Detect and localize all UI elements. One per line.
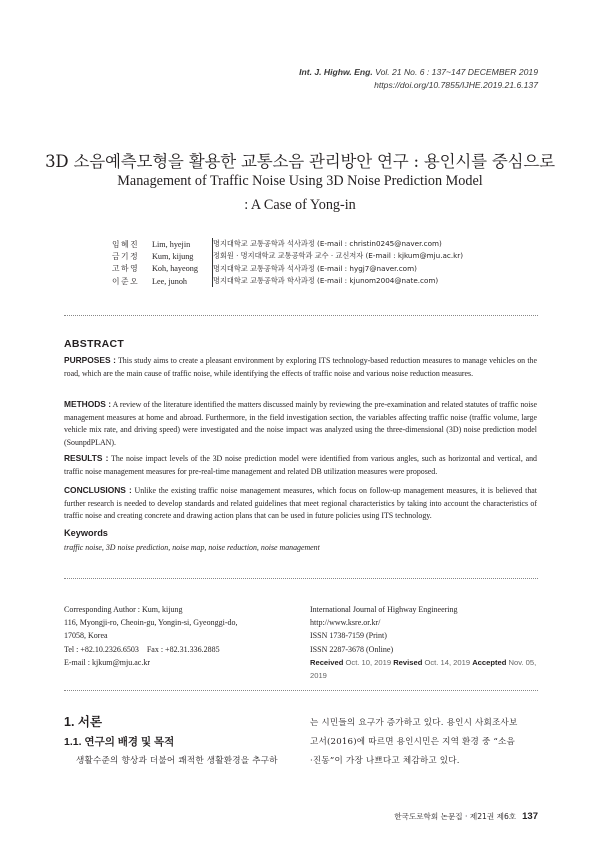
author-name-ko: 이준오 <box>112 276 140 286</box>
author-name-ko: 금기정 <box>112 251 140 261</box>
corr-email[interactable]: E-mail : kjkum@mju.ac.kr <box>64 657 151 667</box>
journal-citation <box>299 66 538 79</box>
page-number: 137 <box>522 811 538 822</box>
section-heading: 1. 서론 <box>64 715 103 729</box>
abstract-purposes <box>64 354 537 380</box>
footer-journal: 한국도로학회 논문집 · 제21권 제6호 <box>394 812 517 821</box>
accepted-label: Accepted <box>472 657 507 667</box>
author-name-en: Kum, kijung <box>152 250 213 262</box>
corr-line: Tel : +82.10.2326.6503 Fax : +82.31.336.2885 <box>64 644 220 654</box>
revised-date: Oct. 14, 2019 <box>424 657 471 667</box>
intro-right-line: 고서(2016)에 따르면 용인시민은 지역 환경 중 “소음 <box>310 737 515 747</box>
author-row <box>112 250 463 262</box>
doi-link[interactable]: https://doi.org/10.7855/IJHE.2019.21.6.137 <box>374 80 538 90</box>
author-affiliation: 명지대학교 교통공학과 학사과정 (E-mail : kjunom2004@nate.com) <box>213 276 439 286</box>
author-name-en: Koh, hayeong <box>152 263 213 275</box>
purposes-label: PURPOSES : <box>64 355 116 365</box>
abstract-results <box>64 452 537 478</box>
abstract-conclusions <box>64 484 537 523</box>
title-english-line2: : A Case of Yong-in <box>244 197 356 213</box>
journal-info-block <box>310 603 540 682</box>
intro-right-text <box>310 714 518 771</box>
methods-label: METHODS : <box>64 399 112 409</box>
review-dates <box>310 656 540 682</box>
divider <box>64 578 538 579</box>
corresponding-author-block <box>64 603 294 669</box>
author-name-en: Lee, junoh <box>152 275 213 287</box>
results-label: RESULTS : <box>64 453 109 463</box>
keywords-list: traffic noise, 3D noise prediction, noise map, noise reduction, noise management <box>64 543 320 552</box>
author-table <box>112 238 463 287</box>
intro-right-line: 는 시민들의 요구가 증가하고 있다. 용인시 사회조사보 <box>310 718 518 728</box>
divider <box>64 315 538 316</box>
purposes-text: This study aims to create a pleasant environment by exploring ITS technology-based reduction measures to manage vehicles on the road, which are the main cause of traffic noise, while identifying the effects of traffic noise and various noise reduction measures. <box>64 356 537 378</box>
author-row <box>112 275 463 287</box>
issn-online: ISSN 2287-3678 (Online) <box>310 644 394 654</box>
title-english-line1: Management of Traffic Noise Using 3D Noise Prediction Model <box>117 173 483 189</box>
author-affiliation: 명지대학교 교통공학과 석사과정 (E-mail : christin0245@naver.com) <box>213 239 442 249</box>
corr-line: 116, Myongji-ro, Cheoin-gu, Yongin-si, Gyeonggi-do, <box>64 618 238 628</box>
keywords-heading: Keywords <box>64 528 108 538</box>
subsection-heading: 1.1. 연구의 배경 및 목적 <box>64 736 175 748</box>
received-label: Received <box>310 657 344 667</box>
intro-left-text: 생활수준의 향상과 더불어 쾌적한 생활환경을 추구하 <box>76 756 278 766</box>
accepted-date: Nov. 05, 2019 <box>310 657 537 681</box>
journal-abbrev: Int. J. Highw. Eng. <box>299 67 373 77</box>
author-affiliation: 정회원 · 명지대학교 교통공학과 교수 · 교신저자 (E-mail : kjkum@mju.ac.kr) <box>213 251 464 261</box>
abstract-methods <box>64 398 537 449</box>
page-footer <box>394 811 538 822</box>
volume-pages: Vol. 21 No. 6 : 137~147 <box>375 67 466 77</box>
author-row <box>112 238 463 250</box>
methods-text: A review of the literature identified the matters discussed mainly by reviewing the pre-examination and related statutes of traffic noise management measures at home and abroad. Furthermore, in the field investigation section, the variables affecting traffic noise (traffic volume, large vehicle mix rate, and driving speed) were investigated and the noise impact was analyzed using the three-dimensional (3D) noise prediction model (SounpdPLAN). <box>64 400 537 447</box>
revised-label: Revised <box>393 657 423 667</box>
conclusions-text: Unlike the existing traffic noise management measures, which focus on follow-up management measures, it is believed that further research is needed to develop standards and related guidelines that meet regional characteristics by taking into account the characteristics of traffic noise and creating concrete and drawing action plans that can be used in future policies using ITS technology. <box>64 486 537 521</box>
journal-name: International Journal of Highway Engineering <box>310 605 458 614</box>
results-text: The noise impact levels of the 3D noise prediction model were identified from various angles, such as horizontal and vertical, and traffic noise management measures for pre-real-time management and related DB utilization measures were proposed. <box>64 454 537 476</box>
author-affiliation: 명지대학교 교통공학과 석사과정 (E-mail : hygj7@naver.com) <box>213 263 417 273</box>
divider <box>64 690 538 691</box>
intro-right-line: ·진동”이 가장 나쁘다고 체감하고 있다. <box>310 756 460 766</box>
author-row <box>112 263 463 275</box>
conclusions-label: CONCLUSIONS : <box>64 485 132 495</box>
journal-url[interactable]: http://www.ksre.or.kr/ <box>310 618 381 628</box>
issue-date: DECEMBER 2019 <box>467 67 538 77</box>
author-name-en: Lim, hyejin <box>152 238 213 250</box>
corr-line: 17058, Korea <box>64 631 108 641</box>
received-date: Oct. 10, 2019 <box>345 657 392 667</box>
corr-line: Corresponding Author : Kum, kijung <box>64 605 183 614</box>
author-name-ko: 고하영 <box>112 264 140 274</box>
title-korean: 3D 소음예측모형을 활용한 교통소음 관리방안 연구 : 용인시를 중심으로 <box>45 152 555 171</box>
abstract-heading: ABSTRACT <box>64 338 125 350</box>
issn-print: ISSN 1738-7159 (Print) <box>310 631 387 641</box>
author-name-ko: 임혜진 <box>112 239 140 249</box>
